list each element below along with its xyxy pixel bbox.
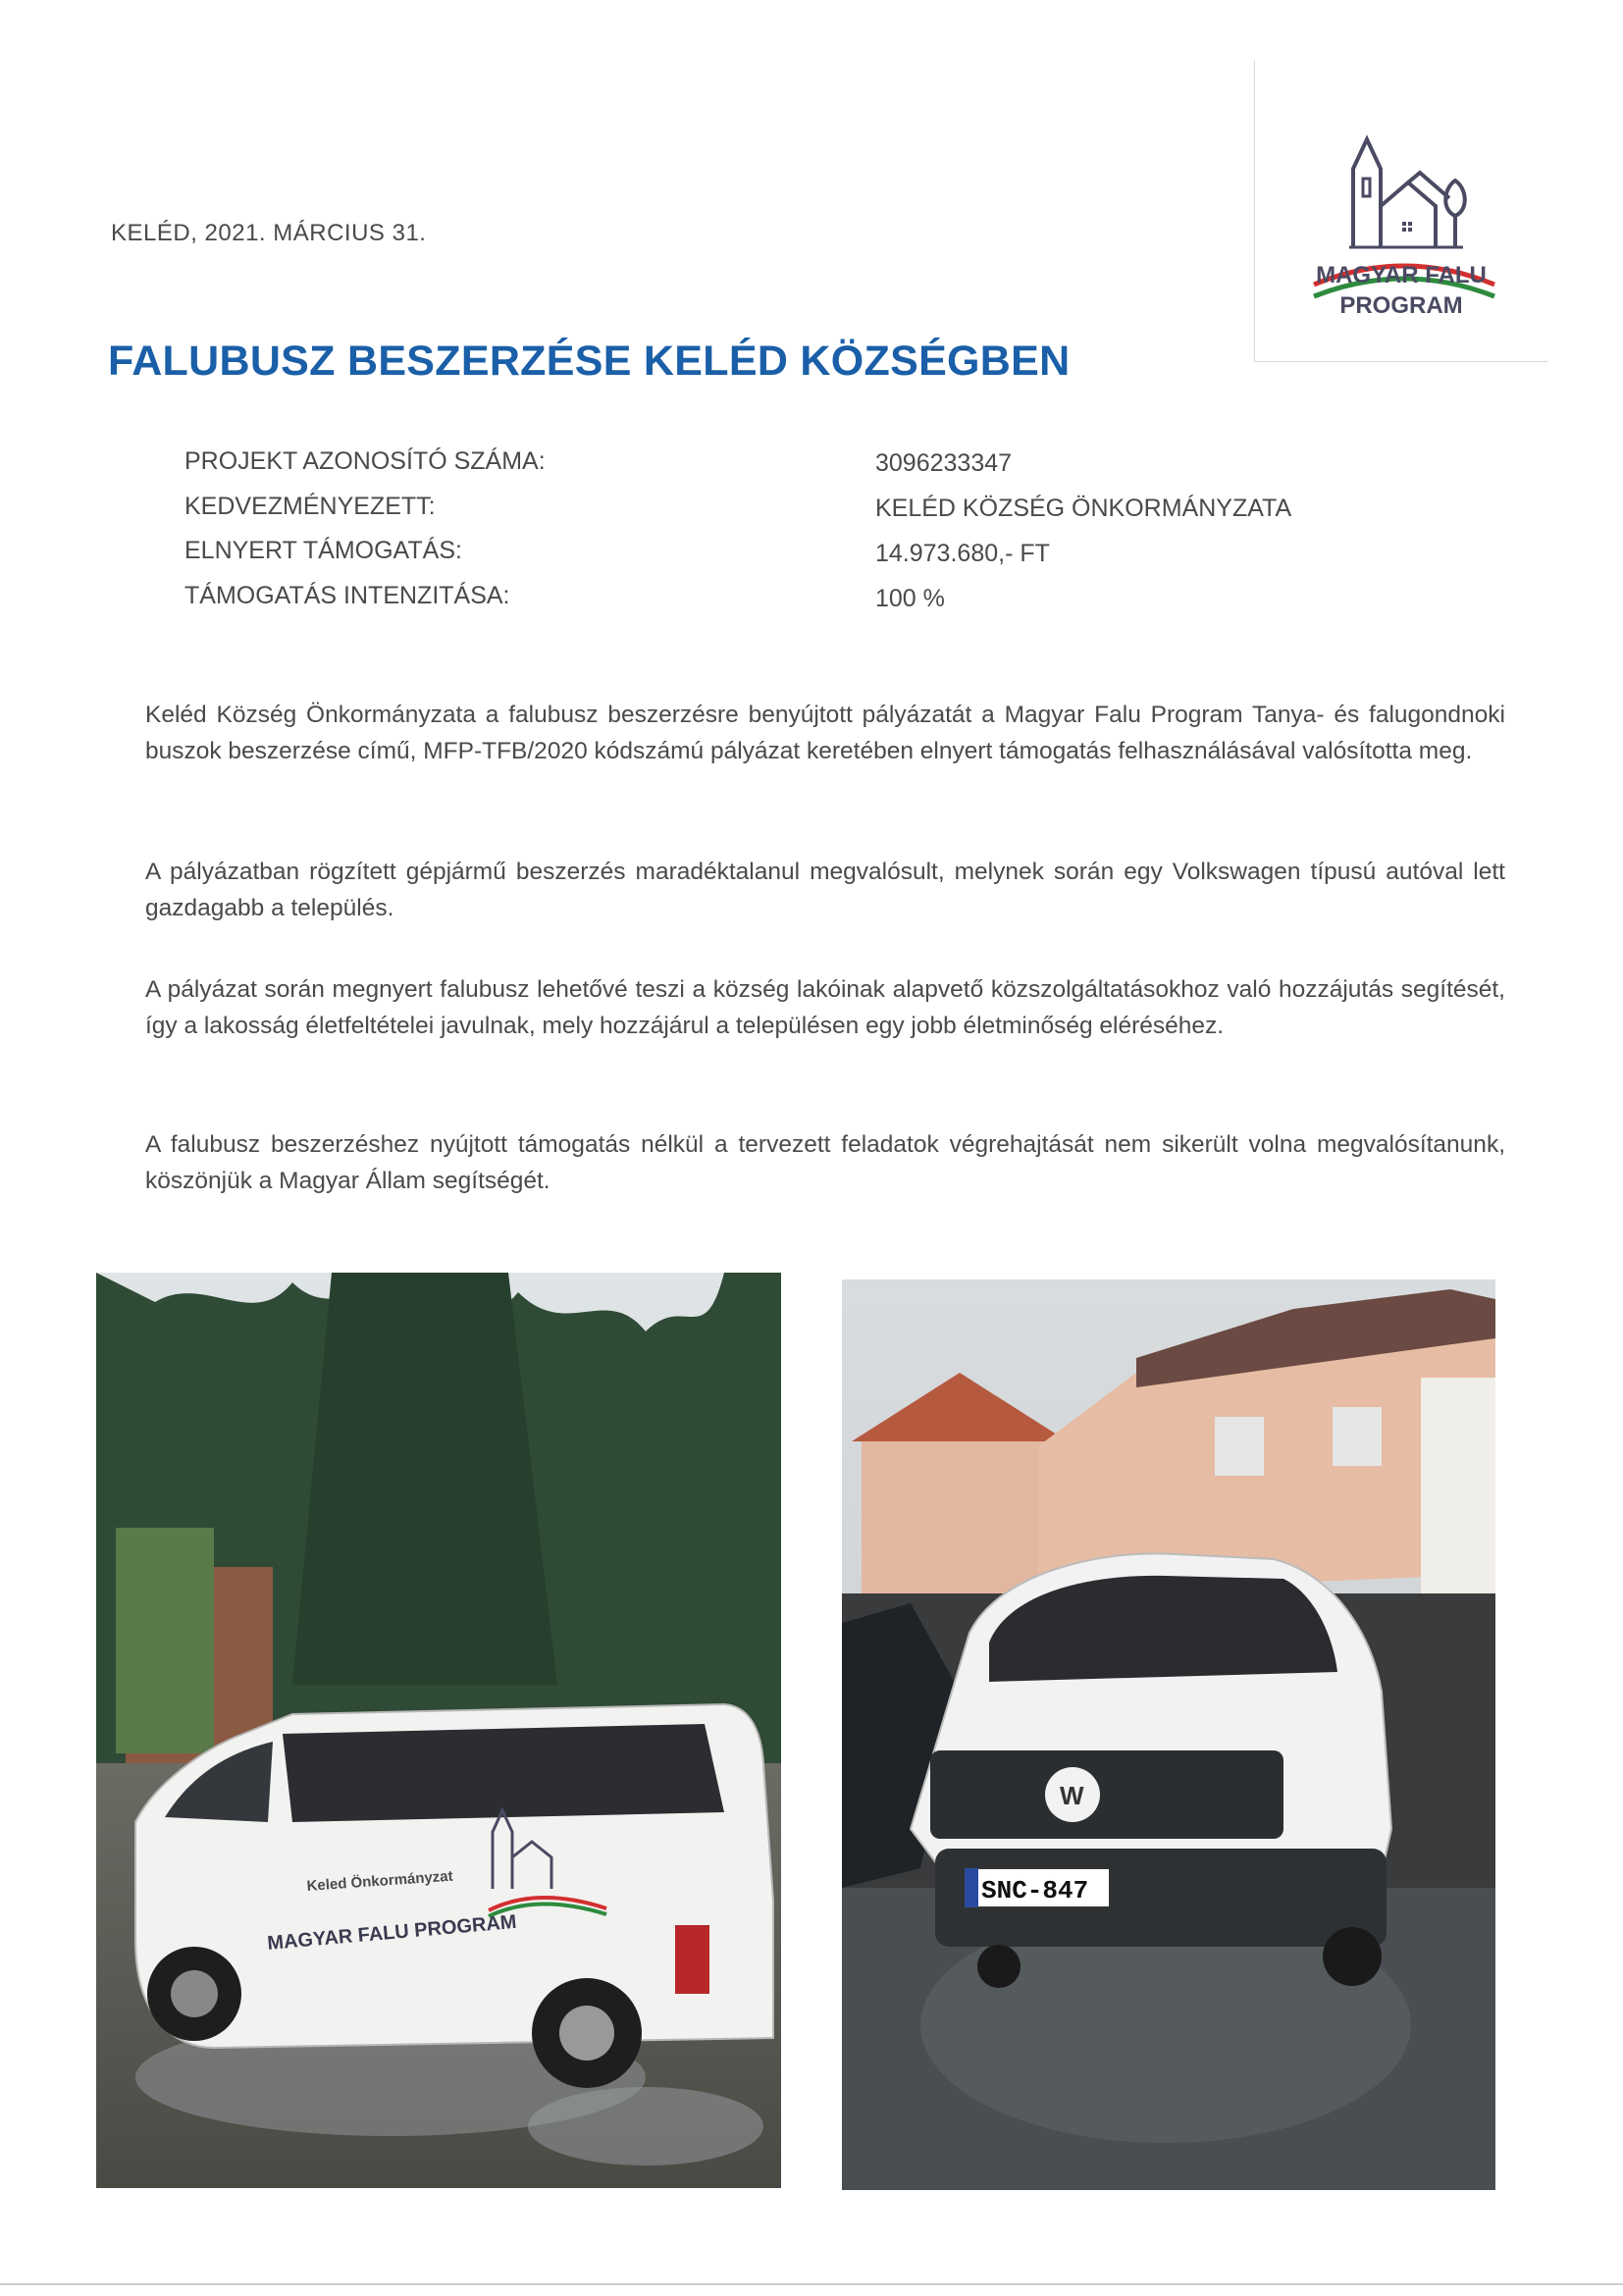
info-label-grant: ELNYERT TÁMOGATÁS: <box>184 537 462 564</box>
svg-text:W: W <box>1060 1781 1084 1810</box>
info-label-beneficiary: KEDVEZMÉNYEZETT: <box>184 493 436 520</box>
logo-text-line2: PROGRAM <box>1339 292 1463 319</box>
page-bottom-rule <box>0 2283 1623 2285</box>
photo-van-front <box>842 1279 1495 2190</box>
license-plate: SNC-847 <box>981 1876 1089 1905</box>
paragraph-4: A falubusz beszerzéshez nyújtott támogatás nélkül a tervezett feladatok végrehajtását nem sikerült volna megvalósítanunk, köszönjük a Magyar Állam segítségét. <box>145 1131 1505 1194</box>
info-value-beneficiary: KELÉD KÖZSÉG ÖNKORMÁNYZATA <box>875 495 1292 522</box>
van-label-municipality: Keled Önkormányzat <box>306 1867 454 1895</box>
magyar-falu-logo <box>1254 61 1547 362</box>
info-value-intensity: 100 % <box>875 585 945 612</box>
info-value-grant: 14.973.680,- FT <box>875 540 1050 567</box>
photo-van-side <box>96 1273 781 2188</box>
info-label-project-id: PROJEKT AZONOSÍTÓ SZÁMA: <box>184 447 546 475</box>
logo-text-line1: MAGYAR FALU <box>1316 262 1487 288</box>
document-title: FALUBUSZ BESZERZÉSE KELÉD KÖZSÉGBEN <box>108 338 1071 385</box>
paragraph-1: Keléd Község Önkormányzata a falubusz beszerzésre benyújtott pályázatát a Magyar Falu Program Tanya- és falugondnoki buszok beszerzése című, MFP-TFB/2020 kódszámú pályázat keretében elnyert támogatás felhasználásával valósította meg. <box>145 702 1505 764</box>
van-label-program: MAGYAR FALU PROGRAM <box>266 1910 518 1955</box>
info-label-intensity: TÁMOGATÁS INTENZITÁSA: <box>184 582 510 609</box>
paragraph-3: A pályázat során megnyert falubusz lehetővé teszi a község lakóinak alapvető közszolgáltatásokhoz való hozzájutás segítését, így a lakosság életfeltételei javulnak, mely hozzájárul a településen egy jobb életminőség eléréséhez. <box>145 976 1505 1039</box>
info-value-project-id: 3096233347 <box>875 449 1013 477</box>
document-date: KELÉD, 2021. MÁRCIUS 31. <box>111 220 427 246</box>
paragraph-2: A pályázatban rögzített gépjármű beszerzés maradéktalanul megvalósult, melynek során egy Volkswagen típusú autóval lett gazdagabb a település. <box>145 859 1505 921</box>
